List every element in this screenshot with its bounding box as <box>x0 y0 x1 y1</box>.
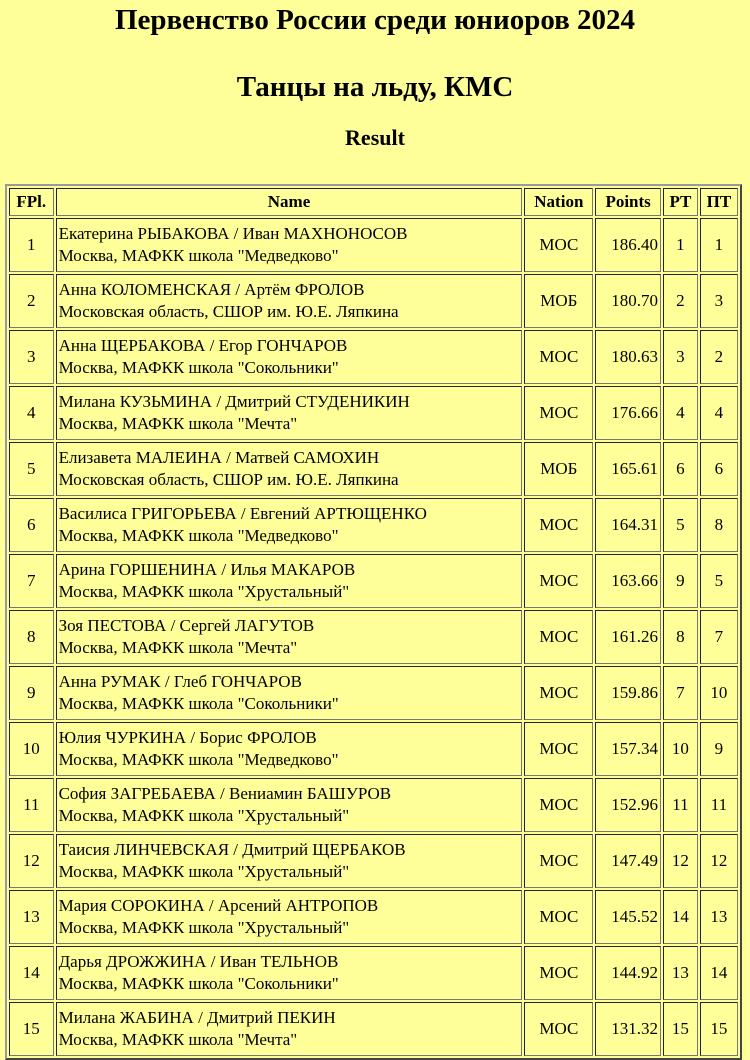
nation-cell: МОС <box>524 498 593 552</box>
club-name: Москва, МАФКК школа "Медведково" <box>58 526 339 545</box>
pt-cell: 7 <box>700 610 738 664</box>
pt-cell: 1 <box>700 218 738 272</box>
table-row <box>9 834 738 888</box>
club-name: Москва, МАФКК школа "Хрустальный" <box>58 806 350 825</box>
name-cell <box>56 330 523 384</box>
rt-cell: 11 <box>663 778 698 832</box>
col-header-pt: ПТ <box>700 188 738 216</box>
skaters-name: Милана ЖАБИНА / Дмитрий ПЕКИН <box>58 1008 336 1027</box>
nation-cell: МОС <box>524 722 593 776</box>
place-cell: 10 <box>9 722 54 776</box>
skaters-name: Таисия ЛИНЧЕВСКАЯ / Дмитрий ЩЕРБАКОВ <box>58 840 406 859</box>
points-cell: 165.61 <box>595 442 661 496</box>
points-cell: 159.86 <box>595 666 661 720</box>
place-cell: 13 <box>9 890 54 944</box>
skaters-name: Анна ЩЕРБАКОВА / Егор ГОНЧАРОВ <box>58 336 348 355</box>
skaters-name: София ЗАГРЕБАЕВА / Вениамин БАШУРОВ <box>58 784 392 803</box>
name-cell <box>56 666 523 720</box>
table-row <box>9 274 738 328</box>
pt-cell: 14 <box>700 946 738 1000</box>
skaters-name: Екатерина РЫБАКОВА / Иван МАХНОНОСОВ <box>58 224 408 243</box>
name-cell <box>56 778 523 832</box>
nation-cell: МОБ <box>524 442 593 496</box>
table-row <box>9 666 738 720</box>
pt-cell: 2 <box>700 330 738 384</box>
rt-cell: 12 <box>663 834 698 888</box>
rt-cell: 9 <box>663 554 698 608</box>
name-cell <box>56 554 523 608</box>
skaters-name: Анна КОЛОМЕНСКАЯ / Артём ФРОЛОВ <box>58 280 365 299</box>
table-row <box>9 610 738 664</box>
results-table <box>5 184 742 1060</box>
points-cell: 157.34 <box>595 722 661 776</box>
place-cell: 8 <box>9 610 54 664</box>
pt-cell: 8 <box>700 498 738 552</box>
table-row <box>9 218 738 272</box>
points-cell: 144.92 <box>595 946 661 1000</box>
nation-cell: МОС <box>524 778 593 832</box>
place-cell: 7 <box>9 554 54 608</box>
rt-cell: 7 <box>663 666 698 720</box>
col-header-rt: РТ <box>663 188 698 216</box>
points-cell: 176.66 <box>595 386 661 440</box>
points-cell: 131.32 <box>595 1002 661 1056</box>
club-name: Москва, МАФКК школа "Хрустальный" <box>58 582 350 601</box>
club-name: Москва, МАФКК школа "Мечта" <box>58 1030 298 1049</box>
section-heading: Result <box>345 125 405 150</box>
skaters-name: Василиса ГРИГОРЬЕВА / Евгений АРТЮЩЕНКО <box>58 504 427 523</box>
club-name: Москва, МАФКК школа "Мечта" <box>58 414 298 433</box>
pt-cell: 9 <box>700 722 738 776</box>
pt-cell: 11 <box>700 778 738 832</box>
col-header-name: Name <box>56 188 523 216</box>
club-name: Москва, МАФКК школа "Хрустальный" <box>58 862 350 881</box>
skaters-name: Анна РУМАК / Глеб ГОНЧАРОВ <box>58 672 302 691</box>
place-cell: 15 <box>9 1002 54 1056</box>
points-cell: 180.70 <box>595 274 661 328</box>
nation-cell: МОБ <box>524 274 593 328</box>
name-cell <box>56 722 523 776</box>
name-cell <box>56 274 523 328</box>
table-row <box>9 554 738 608</box>
table-row <box>9 946 738 1000</box>
club-name: Москва, МАФКК школа "Медведково" <box>58 246 339 265</box>
skaters-name: Елизавета МАЛЕИНА / Матвей САМОХИН <box>58 448 380 467</box>
rt-cell: 15 <box>663 1002 698 1056</box>
name-cell <box>56 946 523 1000</box>
points-cell: 147.49 <box>595 834 661 888</box>
table-row <box>9 778 738 832</box>
place-cell: 9 <box>9 666 54 720</box>
club-name: Москва, МАФКК школа "Сокольники" <box>58 694 339 713</box>
nation-cell: МОС <box>524 218 593 272</box>
col-header-fpl: FPl. <box>9 188 54 216</box>
place-cell: 3 <box>9 330 54 384</box>
rt-cell: 6 <box>663 442 698 496</box>
pt-cell: 10 <box>700 666 738 720</box>
skaters-name: Арина ГОРШЕНИНА / Илья МАКАРОВ <box>58 560 356 579</box>
rt-cell: 5 <box>663 498 698 552</box>
nation-cell: МОС <box>524 386 593 440</box>
nation-cell: МОС <box>524 330 593 384</box>
rt-cell: 10 <box>663 722 698 776</box>
club-name: Москва, МАФКК школа "Хрустальный" <box>58 918 350 937</box>
place-cell: 14 <box>9 946 54 1000</box>
table-row <box>9 442 738 496</box>
rt-cell: 3 <box>663 330 698 384</box>
skaters-name: Юлия ЧУРКИНА / Борис ФРОЛОВ <box>58 728 317 747</box>
club-name: Москва, МАФКК школа "Сокольники" <box>58 974 339 993</box>
club-name: Москва, МАФКК школа "Медведково" <box>58 750 339 769</box>
place-cell: 1 <box>9 218 54 272</box>
points-cell: 186.40 <box>595 218 661 272</box>
nation-cell: МОС <box>524 890 593 944</box>
club-name: Московская область, СШОР им. Ю.Е. Ляпкина <box>58 470 399 489</box>
nation-cell: МОС <box>524 1002 593 1056</box>
skaters-name: Зоя ПЕСТОВА / Сергей ЛАГУТОВ <box>58 616 315 635</box>
rt-cell: 2 <box>663 274 698 328</box>
nation-cell: МОС <box>524 666 593 720</box>
event-subtitle: Танцы на льду, КМС <box>236 71 514 103</box>
col-header-nation: Nation <box>524 188 593 216</box>
pt-cell: 4 <box>700 386 738 440</box>
rt-cell: 1 <box>663 218 698 272</box>
name-cell <box>56 834 523 888</box>
rt-cell: 4 <box>663 386 698 440</box>
rt-cell: 13 <box>663 946 698 1000</box>
nation-cell: МОС <box>524 834 593 888</box>
place-cell: 12 <box>9 834 54 888</box>
points-cell: 161.26 <box>595 610 661 664</box>
pt-cell: 13 <box>700 890 738 944</box>
place-cell: 5 <box>9 442 54 496</box>
points-cell: 152.96 <box>595 778 661 832</box>
name-cell <box>56 498 523 552</box>
pt-cell: 15 <box>700 1002 738 1056</box>
table-row <box>9 890 738 944</box>
nation-cell: МОС <box>524 946 593 1000</box>
name-cell <box>56 218 523 272</box>
place-cell: 6 <box>9 498 54 552</box>
nation-cell: МОС <box>524 554 593 608</box>
place-cell: 11 <box>9 778 54 832</box>
skaters-name: Дарья ДРОЖЖИНА / Иван ТЕЛЬНОВ <box>58 952 339 971</box>
header-row <box>9 188 738 216</box>
club-name: Московская область, СШОР им. Ю.Е. Ляпкина <box>58 302 399 321</box>
table-row <box>9 722 738 776</box>
points-cell: 164.31 <box>595 498 661 552</box>
table-row <box>9 386 738 440</box>
place-cell: 2 <box>9 274 54 328</box>
rt-cell: 8 <box>663 610 698 664</box>
club-name: Москва, МАФКК школа "Сокольники" <box>58 358 339 377</box>
name-cell <box>56 442 523 496</box>
table-row <box>9 330 738 384</box>
name-cell <box>56 386 523 440</box>
club-name: Москва, МАФКК школа "Мечта" <box>58 638 298 657</box>
points-cell: 180.63 <box>595 330 661 384</box>
pt-cell: 6 <box>700 442 738 496</box>
pt-cell: 5 <box>700 554 738 608</box>
points-cell: 163.66 <box>595 554 661 608</box>
col-header-points: Points <box>595 188 661 216</box>
table-row <box>9 498 738 552</box>
table-row <box>9 1002 738 1056</box>
rt-cell: 14 <box>663 890 698 944</box>
name-cell <box>56 610 523 664</box>
name-cell <box>56 890 523 944</box>
skaters-name: Мария СОРОКИНА / Арсений АНТРОПОВ <box>58 896 379 915</box>
name-cell <box>56 1002 523 1056</box>
points-cell: 145.52 <box>595 890 661 944</box>
nation-cell: МОС <box>524 610 593 664</box>
skaters-name: Милана КУЗЬМИНА / Дмитрий СТУДЕНИКИН <box>58 392 410 411</box>
pt-cell: 3 <box>700 274 738 328</box>
page-title: Первенство России среди юниоров 2024 <box>114 4 636 36</box>
place-cell: 4 <box>9 386 54 440</box>
pt-cell: 12 <box>700 834 738 888</box>
